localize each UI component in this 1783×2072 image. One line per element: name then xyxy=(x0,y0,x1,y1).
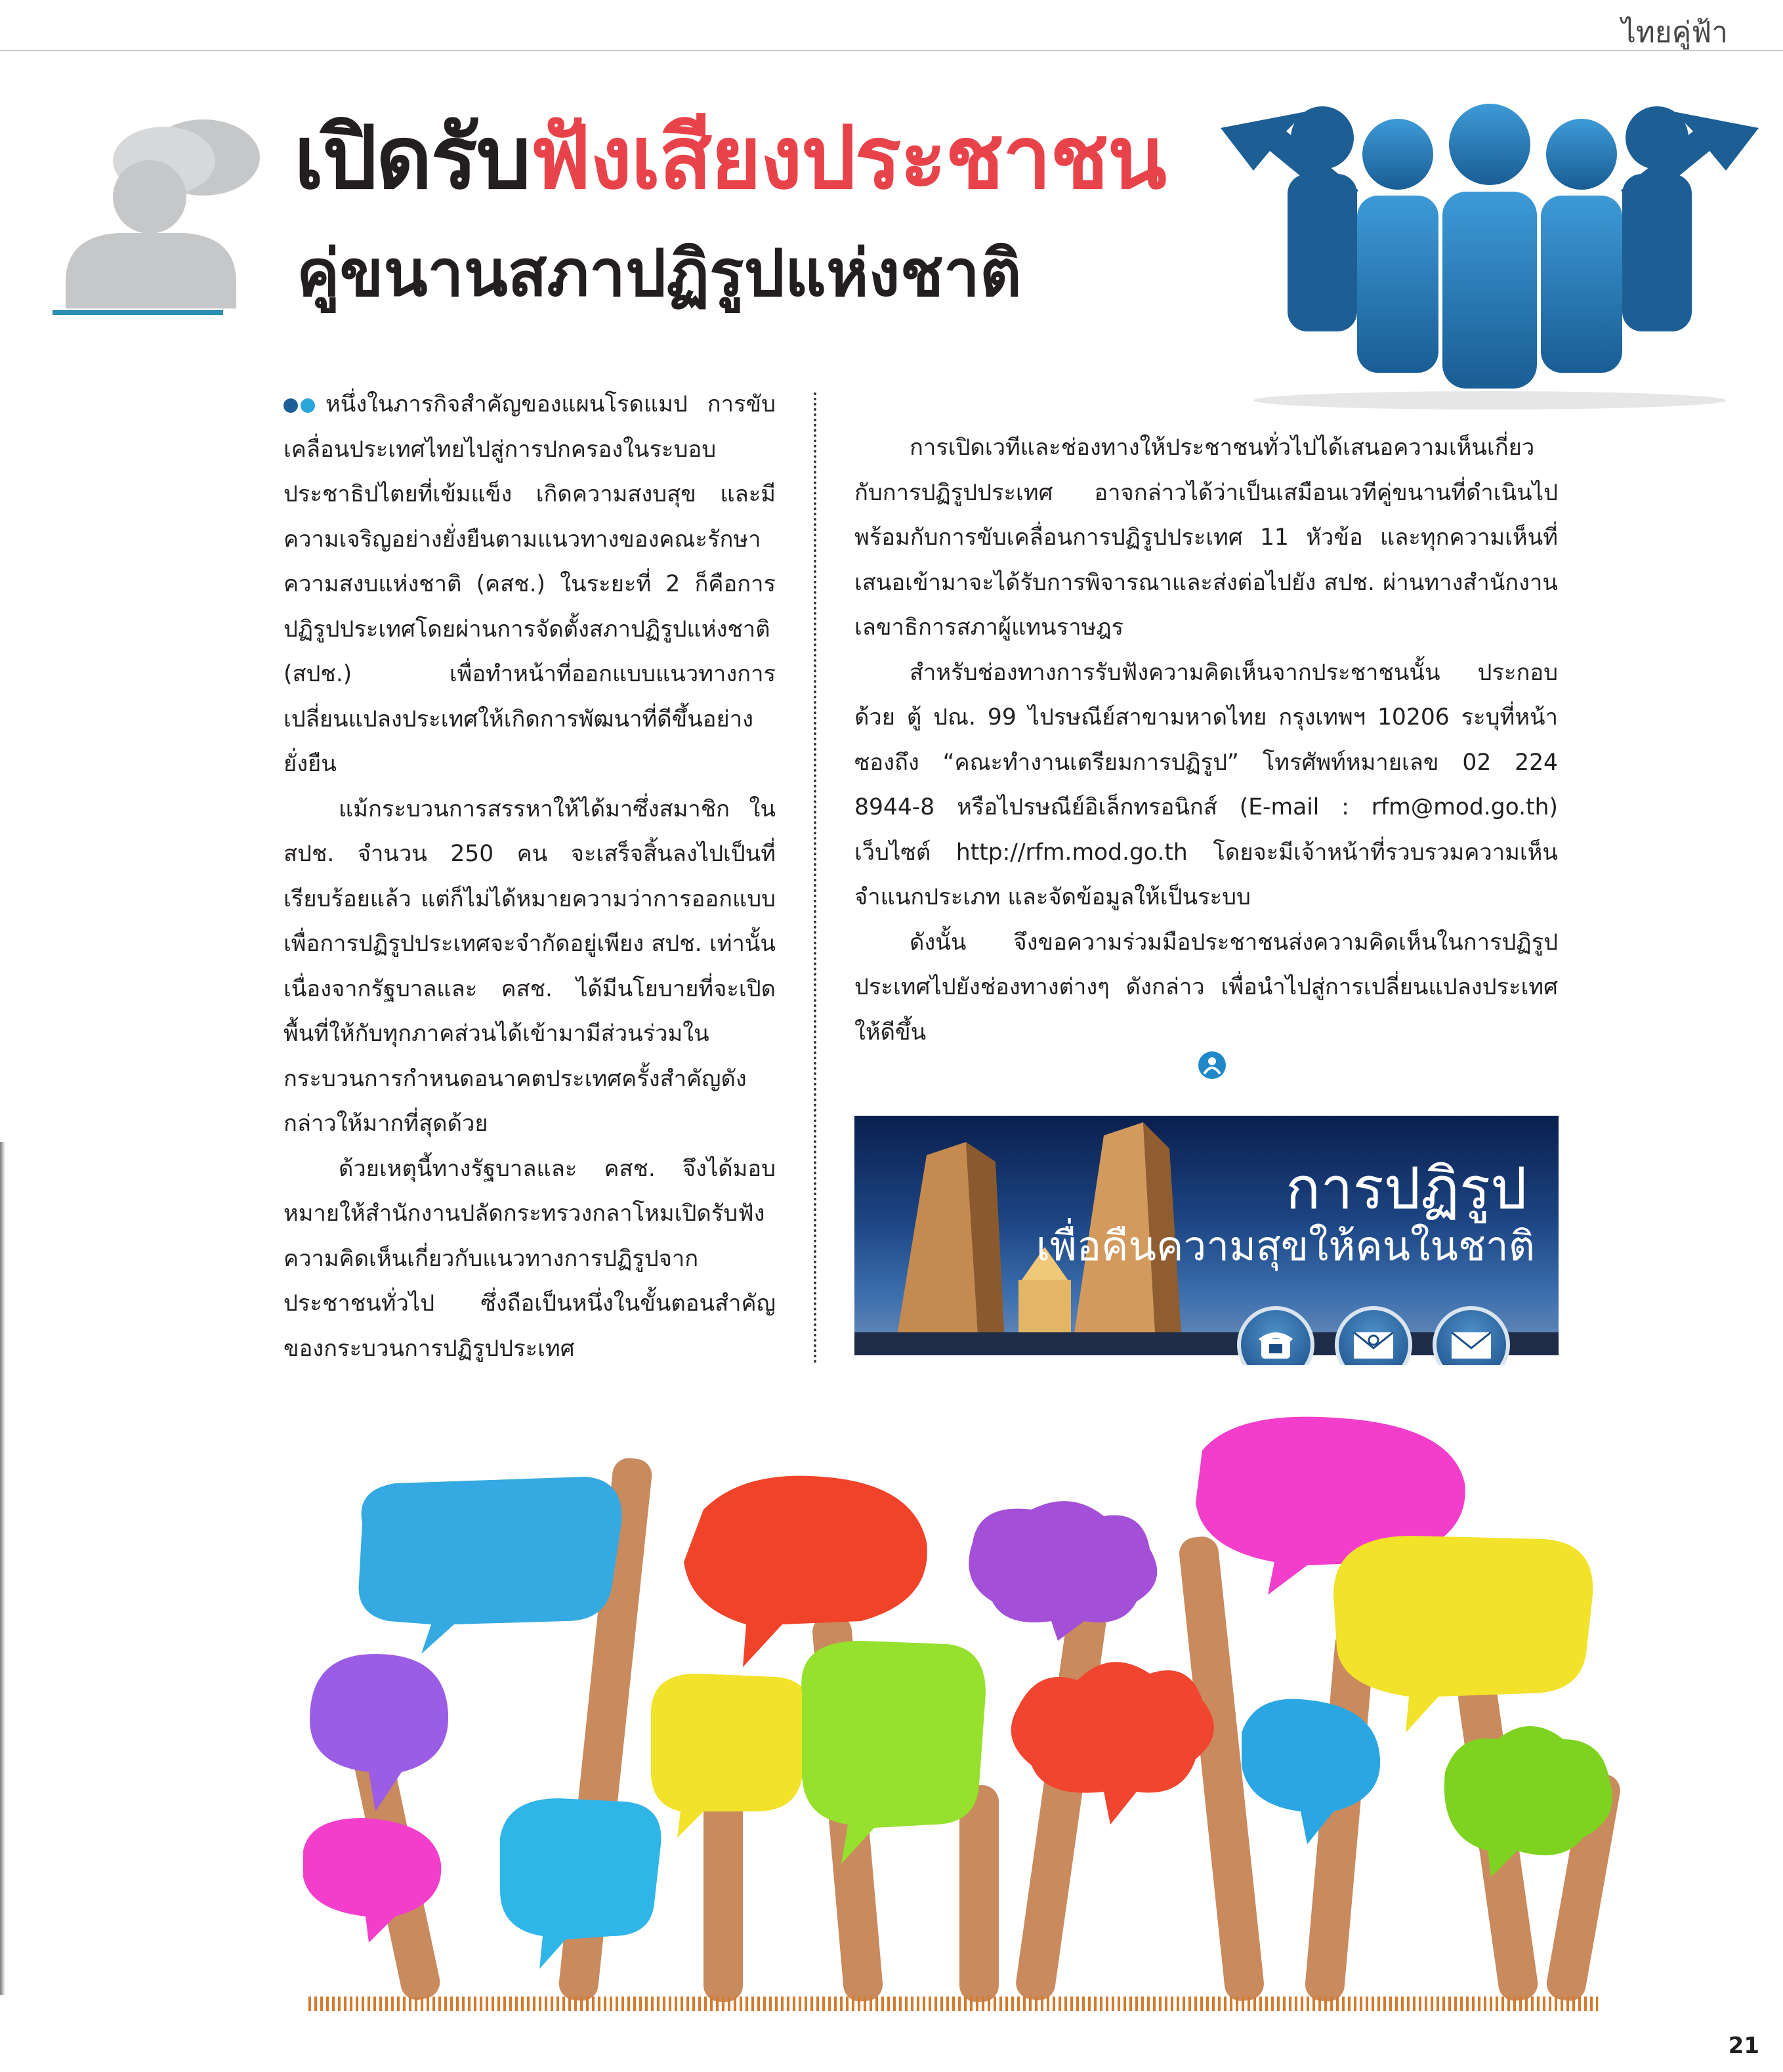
bullet-dots-icon xyxy=(283,382,318,427)
decorative-stripe xyxy=(308,1997,1598,2011)
page-edge-shadow xyxy=(0,1142,5,1995)
speech-bubbles-photo xyxy=(283,1365,1629,2002)
article-title-line2: คู่ขนานสภาปฏิรูปแห่งชาติ xyxy=(297,236,1022,311)
section-tag: ไทยคู่ฟ้า xyxy=(1621,16,1728,49)
paragraph: หนึ่งในภารกิจสำคัญของแผนโรดแมป การขับเคลื่อนประเทศไทยไปสู่การปกครองในระบอบประชาธิปไตยที่เข้มแข็ง เกิดความสงบสุข และมีความเจริญอย่างยั่งยืนตามแนวทางของคณะรักษาความสงบแห่งชาติ (คสช.) ในระยะที่ 2 ก็คือการปฏิรูปประเทศโดยผ่านการจัดตั้งสภาปฏิรูปแห่งชาติ (สปช.) เพื่อทำหน้าที่ออกแบบแนวทางการเปลี่ยนแปลงประเทศให้เกิดการพัฒนาที่ดีขึ้นอย่างยั่งยืน xyxy=(283,382,776,787)
speech-person-icon xyxy=(52,112,262,322)
title-red-part: ฟังเสียงประชาชน xyxy=(530,108,1165,209)
team-arrows-icon xyxy=(1207,92,1772,413)
paragraph: ด้วยเหตุนี้ทางรัฐบาลและ คสช. จึงได้มอบหมายให้สำนักงานปลัดกระทรวงกลาโหมเปิดรับฟังความคิดเห็นเกี่ยวกับแนวทางการปฏิรูปจากประชาชนทั่วไป ซึ่งถือเป็นหนึ่งในขั้นตอนสำคัญของกระบวนการปฏิรูปประเทศ xyxy=(283,1155,776,1362)
title-black-part: เปิดรับ xyxy=(294,108,530,209)
paragraph: การเปิดเวทีและช่องทางให้ประชาชนทั่วไปได้เสนอความเห็นเกี่ยวกับการปฏิรูปประเทศ อาจกล่าวได้ว่าเป็นเสมือนเวทีคู่ขนานที่ดำเนินไปพร้อมกับการขับเคลื่อนการปฏิรูปประเทศ 11 หัวข้อ และทุกความเห็นที่เสนอเข้ามาจะได้รับการพิจารณาและส่งต่อไปยัง สปช. ผ่านทางสำนักงานเลขาธิการสภาผู้แทนราษฎร xyxy=(854,434,1558,641)
banner-title: การปฏิรูป xyxy=(1285,1154,1527,1222)
paragraph: ดังนั้น จึงขอความร่วมมือประชาชนส่งความคิดเห็นในการปฏิรูปประเทศไปยังช่องทางต่างๆ ดังกล่าว เพื่อนำไปสู่การเปลี่ยนแปลงประเทศให้ดีขึ้น xyxy=(854,929,1558,1046)
article-right-column xyxy=(854,425,1558,1055)
banner-subtitle: เพื่อคืนความสุขให้คนในชาติ xyxy=(1036,1222,1535,1270)
end-of-article-icon xyxy=(1198,1051,1226,1079)
column-divider xyxy=(814,392,816,1364)
paragraph: สำหรับช่องทางการรับฟังความคิดเห็นจากประชาชนนั้น ประกอบด้วย ตู้ ปณ. 99 ไปรษณีย์สาขามหาดไทย กรุงเทพฯ 10206 ระบุที่หน้าซองถึง “คณะทำงานเตรียมการปฏิรูป” โทรศัพท์หมายเลข 02 224 8944-8 หรือไปรษณีย์อิเล็กทรอนิกส์ (E-mail : rfm@mod.go.th) เว็บไซต์ http://rfm.mod.go.th โดยจะมีเจ้าหน้าที่รวบรวมความเห็น จำแนกประเภท และจัดข้อมูลให้เป็นระบบ xyxy=(854,659,1558,910)
article-left-column xyxy=(283,382,776,1371)
page-number: 21 xyxy=(1728,2033,1759,2059)
article-title-line1 xyxy=(294,108,1165,209)
paragraph: แม้กระบวนการสรรหาให้ได้มาซึ่งสมาชิก ใน สปช. จำนวน 250 คน จะเสร็จสิ้นลงไปเป็นที่เรียบร้อยแล้ว แต่ก็ไม่ได้หมายความว่าการออกแบบเพื่อการปฏิรูปประเทศจะจำกัดอยู่เพียง สปช. เท่านั้น เนื่องจากรัฐบาลและ คสช. ได้มีนโยบายที่จะเปิดพื้นที่ให้กับทุกภาคส่วนได้เข้ามามีส่วนร่วมในกระบวนการกำหนดอนาคตประเทศครั้งสำคัญดังกล่าวให้มากที่สุดด้วย xyxy=(283,795,776,1137)
header-divider xyxy=(0,50,1783,51)
